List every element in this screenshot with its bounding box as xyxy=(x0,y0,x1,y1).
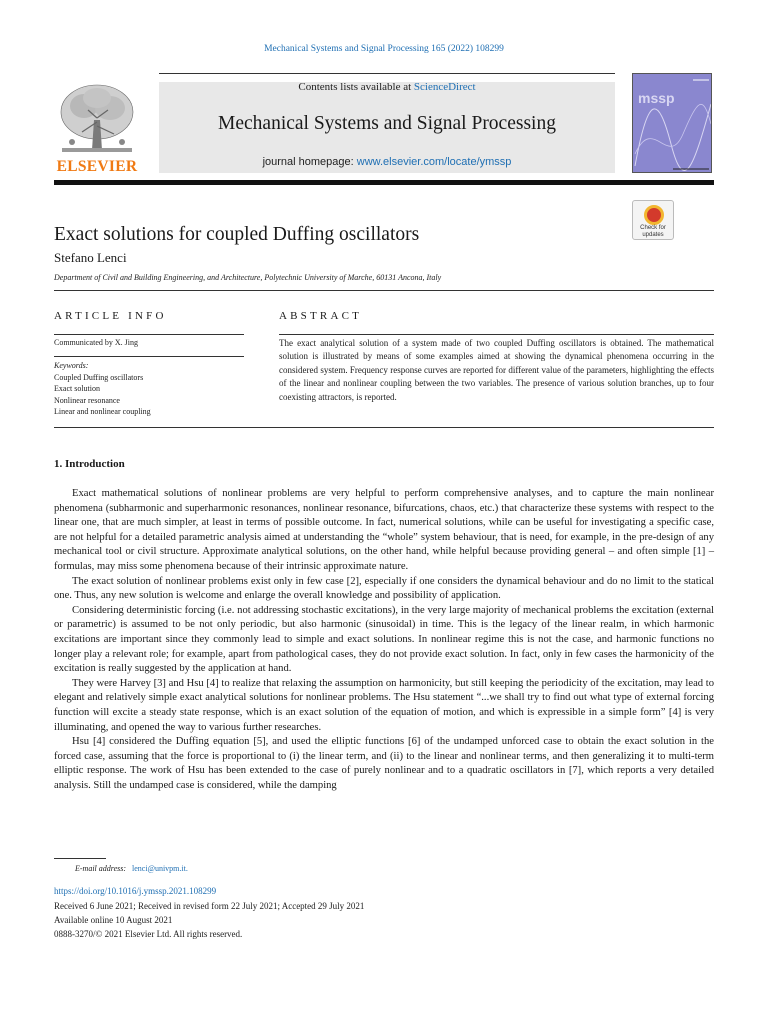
journal-reference-link[interactable]: Mechanical Systems and Signal Processing 165 (2022) 108299 xyxy=(264,44,504,54)
author-email-link[interactable]: lenci@univpm.it. xyxy=(132,864,188,873)
keyword-item: Linear and nonlinear coupling xyxy=(54,407,151,417)
received-dates: Received 6 June 2021; Received in revised form 22 July 2021; Accepted 29 July 2021 xyxy=(54,901,365,911)
cover-title: mssp xyxy=(638,90,675,106)
copyright-notice: 0888-3270/© 2021 Elsevier Ltd. All rights reserved. xyxy=(54,929,243,939)
check-updates-label-line2: updates xyxy=(642,231,664,238)
journal-cover-thumbnail[interactable] xyxy=(632,73,712,173)
journal-homepage-link[interactable]: www.elsevier.com/locate/ymssp xyxy=(356,156,512,168)
paragraph: Considering deterministic forcing (i.e. not addressing stochastic excitations), in the very large majority of mechanical problems the excitation (external or parametric) is assumed to be not only periodic, but also harmonic (sinusoidal) in time. This is the legacy of the linear realm, in which harmonic excitations are important since they commonly lead to simple and exact solutions. In nonlinear regime this is not the case, and harmonic functions no longer play a relevant role; for example, apart from pathological cases, they do not provide exact solution. In fact, only in few cases the harmonicity of the excitation is really suggested by the application at hand. xyxy=(54,604,714,675)
doi-link[interactable]: https://doi.org/10.1016/j.ymssp.2021.108299 xyxy=(54,886,217,896)
homepage-prefix: journal homepage: xyxy=(262,156,357,168)
paragraph: Exact mathematical solutions of nonlinear problems are very helpful to perform comprehensive analyses, and to capture the main nonlinear phenomena (subharmonic and superharmonic resonances, nonlinear resonance, bifurcations, chaos, etc.) that characterize these systems with respect to the linear one, that are much simpler, at least in terms of possible outcome. In fact, numerical solutions, while can be useful for investigating a specific case, are not helpful for a detailed parametric analysis aimed at understanding the “whole” system behaviour, that is need, for example, in the pre-design of any mechanical tool or civil structure. Approximate analytical solutions, on the other hand, while helpful because providing general – and often simple [1] – formulas, may miss some phenomena because of their intrinsic approximate nature. xyxy=(54,488,714,572)
author-email-footnote xyxy=(75,864,188,873)
introduction-heading: 1. Introduction xyxy=(54,458,125,470)
contents-available-line xyxy=(159,81,615,93)
cover-wave-graphic xyxy=(633,74,712,173)
paragraph: The exact solution of nonlinear problems exist only in few case [2], especially if one considers the dynamical behaviour and do no limit to the statical one. Thus, any new solution is welcome and enlarge the overall knowledge and possibility of application. xyxy=(54,575,714,602)
masthead-top-rule xyxy=(159,73,615,74)
check-updates-label-line1: Check for xyxy=(640,225,666,231)
contents-prefix: Contents lists available at xyxy=(298,81,414,93)
keyword-item: Nonlinear resonance xyxy=(54,395,120,405)
article-title: Exact solutions for coupled Duffing oscillators xyxy=(54,224,420,245)
elsevier-wordmark: ELSEVIER xyxy=(56,158,138,175)
abstract-bottom-rule xyxy=(54,427,714,428)
article-info-rule-top xyxy=(54,334,244,335)
email-label: E-mail address: xyxy=(75,864,127,873)
check-updates-icon xyxy=(644,205,664,225)
sciencedirect-link[interactable]: ScienceDirect xyxy=(413,81,476,93)
author-affiliation: Department of Civil and Building Engineering, and Architecture, Polytechnic University of Marche, 60131 Ancona, Italy xyxy=(54,273,442,282)
introduction-body xyxy=(54,487,714,793)
abstract-rule-top xyxy=(279,334,714,335)
journal-homepage-line xyxy=(159,156,615,168)
masthead-bottom-rule xyxy=(54,180,714,185)
keyword-item: Coupled Duffing oscillators xyxy=(54,372,144,382)
paragraph: Hsu [4] considered the Duffing equation [5], and used the elliptic functions [6] of the undamped unforced case to obtain the exact solution in the forced case, assuming that the force is proportional to (i) the linear term, and (ii) to the linear and nonlinear terms, and then generalizing it to multi-term elliptic response. The work of Hsu has been extended to the case of purely nonlinear and to a quadratic oscillators in [7], which reports a very detailed analysis. Still the undamped case is considered, while the damping xyxy=(54,736,714,791)
keywords-label: Keywords: xyxy=(54,361,89,370)
abstract-heading: ABSTRACT xyxy=(279,310,363,322)
title-block-rule xyxy=(54,290,714,291)
communicated-by: Communicated by X. Jing xyxy=(54,338,138,347)
check-for-updates-button[interactable] xyxy=(632,200,674,240)
journal-title: Mechanical Systems and Signal Processing xyxy=(218,113,556,134)
keywords-list xyxy=(54,360,151,418)
article-info-rule-mid xyxy=(54,356,244,357)
abstract-text: The exact analytical solution of a system made of two coupled Duffing oscillators is obtained. The mathematical solution is illustrated by means of some examples aimed at showing the dynamical phenomena occurring in the considered system. Frequency response curves are reported for different value of the parameters, highlighting the effects of the linear and nonlinear coupling between the two variables. The presence of various solution branches, up to four coexisting attractors, is reported. xyxy=(279,338,714,402)
available-online-date: Available online 10 August 2021 xyxy=(54,915,173,925)
keyword-item: Exact solution xyxy=(54,384,100,394)
footnote-rule xyxy=(54,858,106,859)
article-info-heading: ARTICLE INFO xyxy=(54,310,167,322)
author-name[interactable]: Stefano Lenci xyxy=(54,250,127,265)
paragraph: They were Harvey [3] and Hsu [4] to realize that relaxing the assumption on harmonicity, but still keeping the periodicity of the excitation, may lead to elegant and relatively simple exact analytical solutions for nonlinear problems. The Hsu statement “...we shall try to find out what type of external forcing function will excite a steady state response, which is an exact solution of the equation of motion, and which is expressible in a simple form” [4] is very illuminating, and opened the way to various further researches. xyxy=(54,677,714,733)
